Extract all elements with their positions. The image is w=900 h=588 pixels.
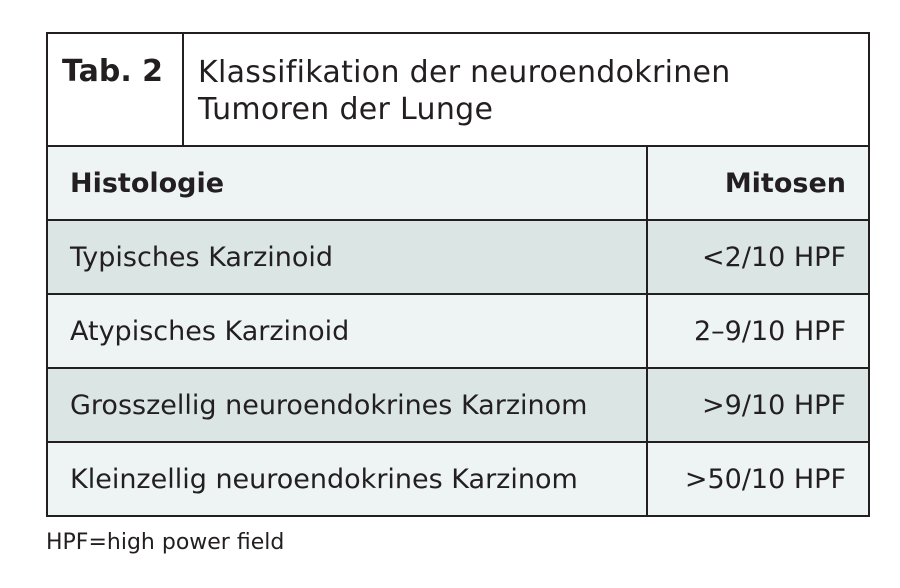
table-label: Tab. 2 — [48, 34, 184, 145]
classification-table — [46, 32, 870, 517]
table-row — [48, 221, 868, 295]
histologie-cell: Typisches Karzinoid — [48, 221, 648, 293]
table-title-line-1: Klassifikation der neuroendokrinen — [198, 55, 731, 90]
table-header-row — [48, 147, 868, 221]
mitosen-cell: >50/10 HPF — [684, 463, 846, 495]
mitosen-cell: >9/10 HPF — [702, 389, 846, 421]
column-header-histologie: Histologie — [48, 147, 648, 219]
histologie-cell: Atypisches Karzinoid — [48, 295, 648, 367]
mitosen-cell: 2–9/10 HPF — [693, 315, 846, 347]
table-row — [48, 443, 868, 515]
table-row — [48, 295, 868, 369]
table-row — [48, 369, 868, 443]
histologie-cell: Grosszellig neuroendokrines Karzinom — [48, 369, 648, 441]
table-footnote: HPF=high power field — [46, 530, 285, 555]
table-caption — [48, 34, 868, 147]
table-title-line-2: Tumoren der Lunge — [198, 92, 494, 127]
column-header-mitosen: Mitosen — [724, 167, 846, 199]
table-title — [184, 34, 868, 145]
mitosen-cell: <2/10 HPF — [702, 241, 846, 273]
histologie-cell: Kleinzellig neuroendokrines Karzinom — [48, 443, 648, 515]
